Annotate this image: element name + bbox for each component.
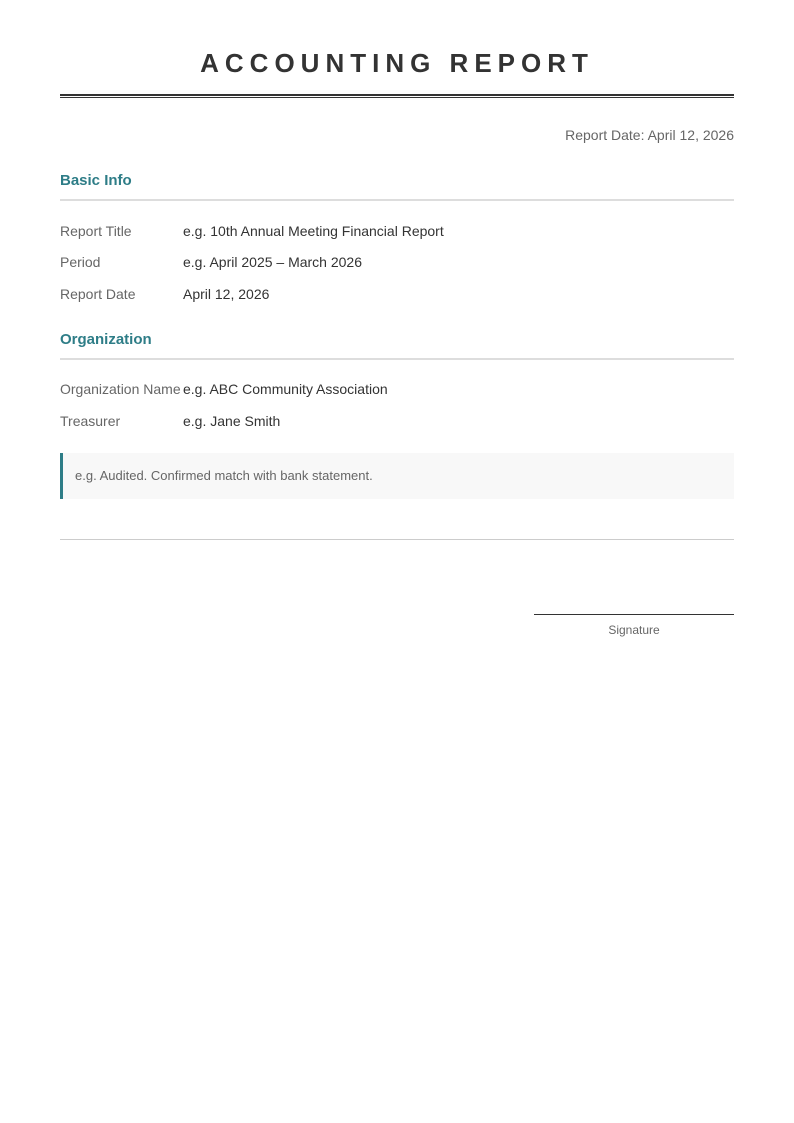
basic-info-heading: Basic Info — [60, 172, 132, 189]
report-date-line: Report Date: April 12, 2026 — [565, 127, 734, 143]
field-report-date — [60, 278, 734, 310]
report-title: ACCOUNTING REPORT — [200, 48, 594, 78]
organization-section — [60, 330, 734, 437]
field-value: e.g. 10th Annual Meeting Financial Report — [183, 222, 444, 239]
title-double-rule — [60, 94, 734, 98]
organization-heading: Organization — [60, 330, 152, 348]
basic-info-section — [60, 171, 734, 310]
field-value: e.g. Jane Smith — [183, 412, 281, 429]
field-label: Organization Name — [60, 381, 181, 398]
signature-block — [534, 614, 734, 637]
audit-note — [60, 453, 734, 499]
field-period — [60, 247, 734, 279]
field-value: e.g. April 2025 – March 2026 — [183, 254, 363, 271]
signature-label: Signature — [608, 623, 660, 637]
field-label: Report Date — [60, 285, 136, 302]
field-report-title — [60, 215, 734, 247]
audit-note-text: e.g. Audited. Confirmed match with bank statement. — [75, 468, 373, 483]
field-label: Period — [60, 254, 101, 271]
section-divider — [60, 199, 734, 201]
field-value: e.g. ABC Community Association — [183, 381, 388, 398]
field-organization-name — [60, 374, 734, 406]
field-label: Treasurer — [60, 412, 121, 429]
footer-divider — [60, 539, 734, 540]
section-divider — [60, 358, 734, 360]
organization-fields — [60, 374, 734, 437]
basic-info-fields — [60, 215, 734, 310]
field-treasurer — [60, 405, 734, 437]
field-label: Report Title — [60, 222, 132, 239]
field-value: April 12, 2026 — [183, 285, 270, 302]
